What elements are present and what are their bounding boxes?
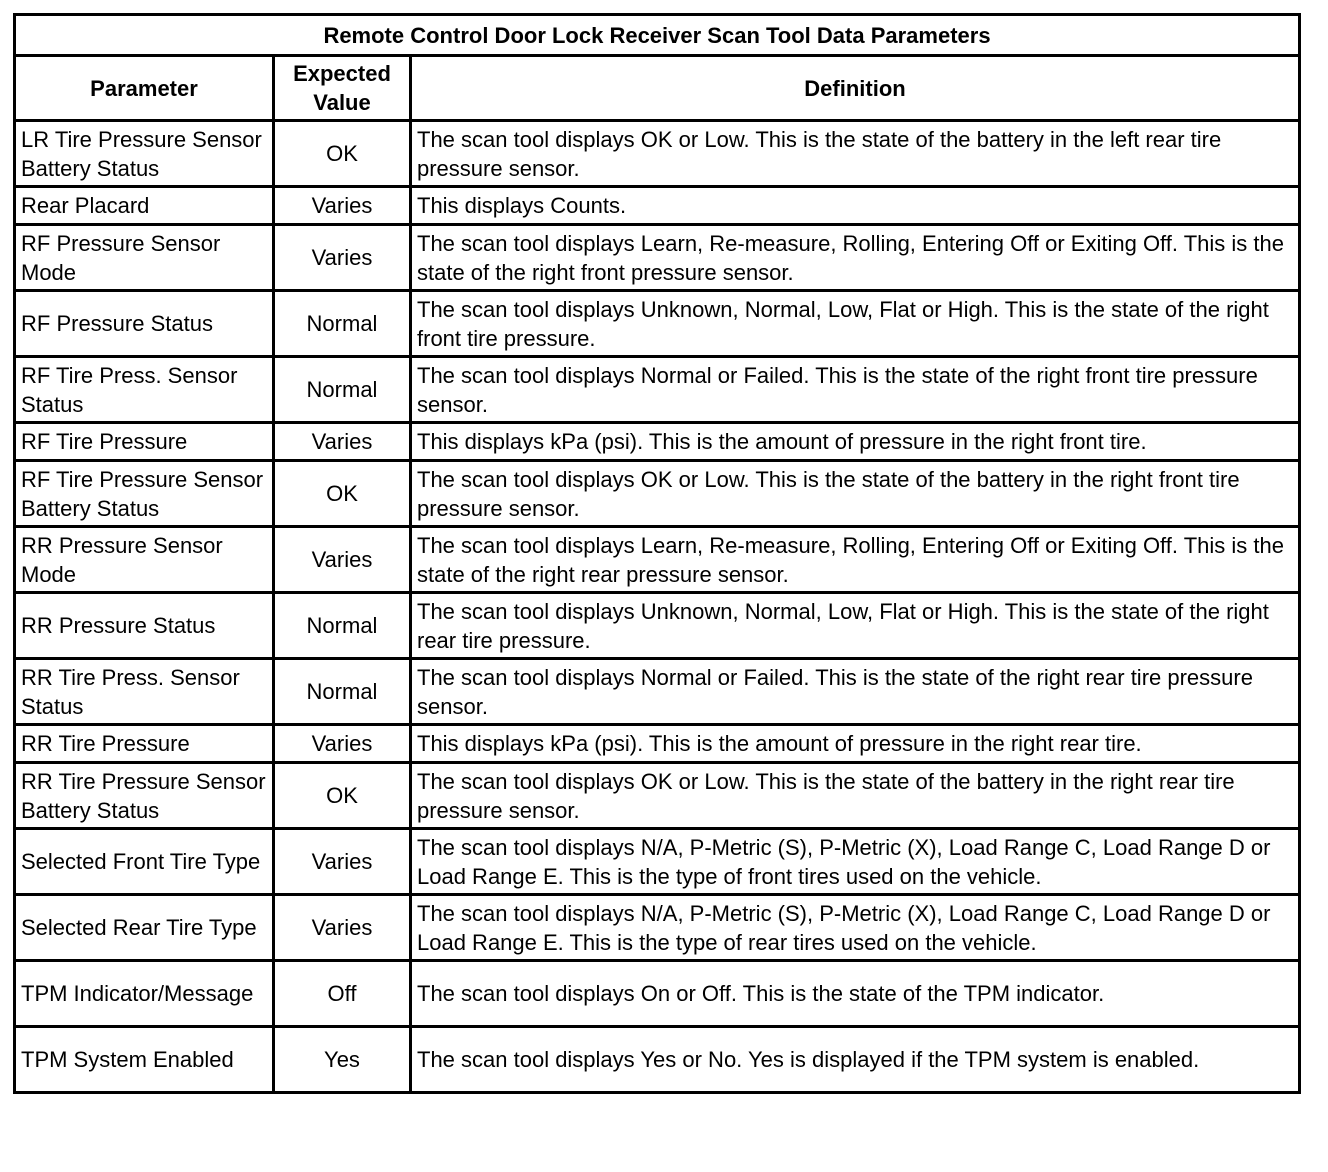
scan-tool-data-parameters-table: [13, 13, 1301, 1094]
definition-cell: The scan tool displays Normal or Failed. This is the state of the right rear tire pressure sensor.: [411, 659, 1300, 725]
table-row: [15, 961, 1300, 1027]
expected-value-cell: Varies: [274, 187, 411, 225]
parameter-cell: LR Tire Pressure Sensor Battery Status: [15, 121, 274, 187]
expected-value-cell: Varies: [274, 225, 411, 291]
parameter-cell: RF Pressure Status: [15, 291, 274, 357]
expected-value-cell: OK: [274, 121, 411, 187]
header-expected-value-line2: Value: [313, 90, 371, 115]
expected-value-cell: Normal: [274, 593, 411, 659]
expected-value-cell: Varies: [274, 527, 411, 593]
parameter-cell: TPM Indicator/Message: [15, 961, 274, 1027]
expected-value-cell: OK: [274, 763, 411, 829]
parameter-cell: RF Pressure Sensor Mode: [15, 225, 274, 291]
table-row: [15, 357, 1300, 423]
definition-cell: The scan tool displays Unknown, Normal, Low, Flat or High. This is the state of the right rear tire pressure.: [411, 593, 1300, 659]
table-row: [15, 121, 1300, 187]
expected-value-cell: Varies: [274, 725, 411, 763]
definition-cell: The scan tool displays On or Off. This is the state of the TPM indicator.: [411, 961, 1300, 1027]
header-definition: Definition: [411, 56, 1300, 121]
parameter-cell: Selected Front Tire Type: [15, 829, 274, 895]
table-row: [15, 763, 1300, 829]
definition-cell: This displays kPa (psi). This is the amount of pressure in the right front tire.: [411, 423, 1300, 461]
parameter-cell: RR Tire Pressure Sensor Battery Status: [15, 763, 274, 829]
parameter-cell: RF Tire Pressure: [15, 423, 274, 461]
definition-cell: The scan tool displays Yes or No. Yes is displayed if the TPM system is enabled.: [411, 1027, 1300, 1093]
expected-value-cell: Off: [274, 961, 411, 1027]
expected-value-cell: Yes: [274, 1027, 411, 1093]
definition-cell: This displays Counts.: [411, 187, 1300, 225]
table-row: [15, 895, 1300, 961]
table-row: [15, 725, 1300, 763]
definition-cell: The scan tool displays Learn, Re-measure, Rolling, Entering Off or Exiting Off. This is the state of the right rear pressure sensor.: [411, 527, 1300, 593]
table-row: [15, 527, 1300, 593]
definition-cell: The scan tool displays Unknown, Normal, Low, Flat or High. This is the state of the right front tire pressure.: [411, 291, 1300, 357]
parameter-cell: TPM System Enabled: [15, 1027, 274, 1093]
parameter-cell: RF Tire Press. Sensor Status: [15, 357, 274, 423]
parameter-cell: Rear Placard: [15, 187, 274, 225]
header-expected-value-line1: Expected: [293, 61, 391, 86]
definition-cell: The scan tool displays N/A, P-Metric (S), P-Metric (X), Load Range C, Load Range D or Load Range E. This is the type of front tires used on the vehicle.: [411, 829, 1300, 895]
table-row: [15, 291, 1300, 357]
expected-value-cell: Normal: [274, 659, 411, 725]
table-row: [15, 593, 1300, 659]
definition-cell: The scan tool displays N/A, P-Metric (S), P-Metric (X), Load Range C, Load Range D or Load Range E. This is the type of rear tires used on the vehicle.: [411, 895, 1300, 961]
expected-value-cell: Normal: [274, 291, 411, 357]
table-row: [15, 461, 1300, 527]
definition-cell: The scan tool displays OK or Low. This is the state of the battery in the right rear tire pressure sensor.: [411, 763, 1300, 829]
expected-value-cell: Varies: [274, 423, 411, 461]
table-row: [15, 829, 1300, 895]
header-parameter: Parameter: [15, 56, 274, 121]
expected-value-cell: Varies: [274, 829, 411, 895]
table-row: [15, 423, 1300, 461]
parameter-cell: Selected Rear Tire Type: [15, 895, 274, 961]
parameter-cell: RR Pressure Status: [15, 593, 274, 659]
table-title: Remote Control Door Lock Receiver Scan Tool Data Parameters: [15, 15, 1300, 56]
definition-cell: The scan tool displays OK or Low. This is the state of the battery in the right front tire pressure sensor.: [411, 461, 1300, 527]
table-title-row: [15, 15, 1300, 56]
expected-value-cell: OK: [274, 461, 411, 527]
parameter-cell: RR Pressure Sensor Mode: [15, 527, 274, 593]
table-header-row: [15, 56, 1300, 121]
expected-value-cell: Normal: [274, 357, 411, 423]
definition-cell: This displays kPa (psi). This is the amount of pressure in the right rear tire.: [411, 725, 1300, 763]
definition-cell: The scan tool displays OK or Low. This is the state of the battery in the left rear tire pressure sensor.: [411, 121, 1300, 187]
expected-value-cell: Varies: [274, 895, 411, 961]
table-row: [15, 659, 1300, 725]
parameter-cell: RF Tire Pressure Sensor Battery Status: [15, 461, 274, 527]
definition-cell: The scan tool displays Normal or Failed. This is the state of the right front tire pressure sensor.: [411, 357, 1300, 423]
parameter-cell: RR Tire Pressure: [15, 725, 274, 763]
table-row: [15, 1027, 1300, 1093]
header-expected-value: [274, 56, 411, 121]
table-row: [15, 225, 1300, 291]
definition-cell: The scan tool displays Learn, Re-measure, Rolling, Entering Off or Exiting Off. This is the state of the right front pressure sensor.: [411, 225, 1300, 291]
parameter-cell: RR Tire Press. Sensor Status: [15, 659, 274, 725]
table-row: [15, 187, 1300, 225]
